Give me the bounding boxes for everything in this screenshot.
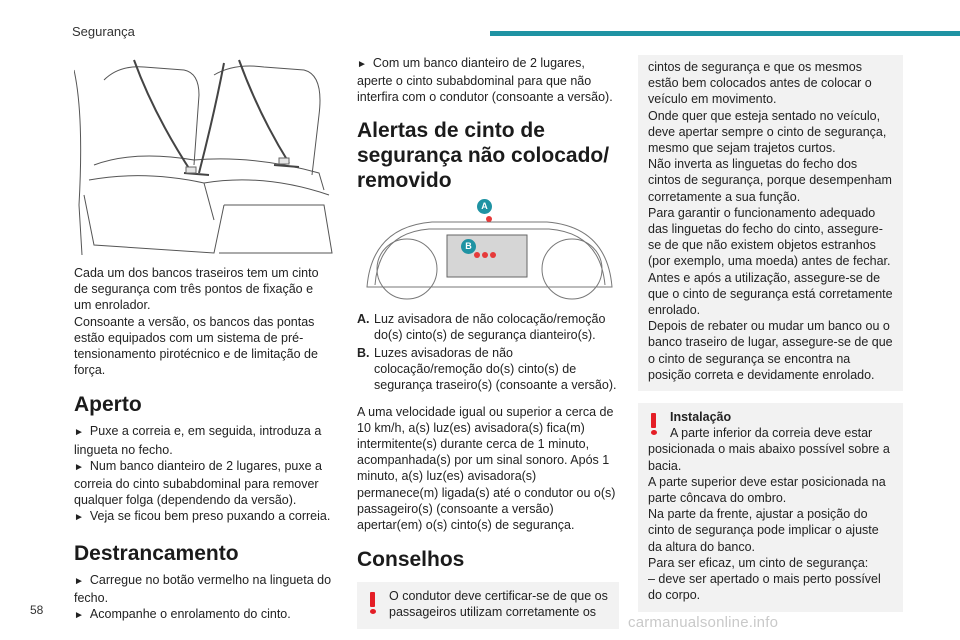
intro-paragraph-1: Cada um dos bancos traseiros tem um cinto de segurança com três pontos de fixação e um enrolador. xyxy=(74,266,319,313)
alerts-heading: Alertas de cinto de segurança não colocado/ removido xyxy=(357,118,610,192)
top-item: ► Com um banco dianteiro de 2 lugares, aperte o cinto subabdominal para que não interfira com o condutor (consoante a versão). xyxy=(357,56,613,105)
column-2 xyxy=(357,55,619,629)
warning-box-start: O condutor deve certificar-se de que os passageiros utilizam corretamente os xyxy=(357,582,619,628)
installation-heading: Instalação xyxy=(670,410,732,425)
destr-item: ► Acompanhe o enrolamento do cinto. xyxy=(74,607,291,622)
instrument-panel-figure xyxy=(357,197,619,307)
arrow-icon: ► xyxy=(74,512,84,524)
destr-item: ► Carregue no botão vermelho na lingueta do fecho. xyxy=(74,572,332,605)
speed-paragraph: A uma velocidade igual ou superior a cerca de 10 km/h, a(s) luz(es) avisadora(s) fica(m) intermitente(s) durante cerca de 1 minuto, acompanhada(s) por um sinal sonoro. Após 1 minuto, a(s) luz(es) avisadora(s) permanece(m) ligada(s) até o condutor ou o(s) passageiro(s) (consoante a versão) apertar(em) o(s) cinto(s) de segurança. xyxy=(357,404,616,533)
warning-icon xyxy=(650,413,658,435)
rear-seatbelt-illustration xyxy=(74,55,336,255)
conselhos-heading: Conselhos xyxy=(357,548,465,572)
page-number: 58 xyxy=(30,603,44,617)
arrow-icon: ► xyxy=(74,575,84,587)
badge-a: A xyxy=(477,199,492,214)
advice-box: cintos de segurança e que os mesmos estão bem colocados antes de colocar o veículo em movimento. Onde quer que esteja sentado no veículo, deve apertar sempre o cinto de segurança, mesmo que sejam trajetos curtos. Não inverta as linguetas do fecho dos cintos de segurança, porque desempenham corretamente a sua função. Para garantir o funcionamento adequado das linguetas do fecho do cinto, assegure-se de que não existem objetos estranhos (por exemplo, uma moeda) antes de fechar. Antes e após a utilização, assegure-se de que o cinto de segurança está corretamente enrolado. Depois de rebater ou mudar um banco ou o banco traseiro de lugar, assegure-se de que o cinto de segurança se encontra na posição correta e devidamente enrolado. xyxy=(638,55,903,391)
header-accent-bar xyxy=(490,31,960,36)
legend-item-b: B. Luzes avisadoras de não colocação/remoção do(s) cinto(s) de segurança traseiro(s) (consoante a versão). xyxy=(357,346,617,393)
arrow-icon: ► xyxy=(357,59,367,70)
destrancamento-heading: Destrancamento xyxy=(74,541,239,565)
column-1 xyxy=(74,55,332,624)
intro-paragraph-2: Consoante a versão, os bancos das pontas estão equipados com um sistema de pré-tensionamento pirotécnico e de limitação de força. xyxy=(74,314,318,378)
arrow-icon: ► xyxy=(74,610,84,622)
aperto-item: ► Puxe a correia e, em seguida, introduza a lingueta no fecho. xyxy=(74,424,322,457)
aperto-heading: Aperto xyxy=(74,393,142,417)
section-title: Segurança xyxy=(72,24,135,39)
badge-b: B xyxy=(461,239,476,254)
legend-item-a: A. Luz avisadora de não colocação/remoção do(s) cinto(s) de segurança dianteiro(s). xyxy=(357,311,606,342)
installation-box: Instalação A parte inferior da correia deve estar posicionada o mais abaixo possível sobre a bacia. A parte superior deve estar posicionada na parte côncava do ombro. Na parte da frente, ajustar a posição do cinto de segurança pode implicar o ajuste da altura do banco. Para ser eficaz, um cinto de segurança: – deve ser apertado o mais perto possível do corpo. xyxy=(638,403,903,611)
arrow-icon: ► xyxy=(74,461,84,473)
aperto-item: ► Num banco dianteiro de 2 lugares, puxe a correia do cinto subabdominal para remover qualquer folga (dependendo da versão). xyxy=(74,458,322,508)
watermark: carmanualsonline.info xyxy=(628,614,779,631)
warning-icon xyxy=(369,592,377,614)
column-3 xyxy=(638,55,903,612)
arrow-icon: ► xyxy=(74,427,84,439)
aperto-item: ► Veja se ficou bem preso puxando a correia. xyxy=(74,509,331,524)
